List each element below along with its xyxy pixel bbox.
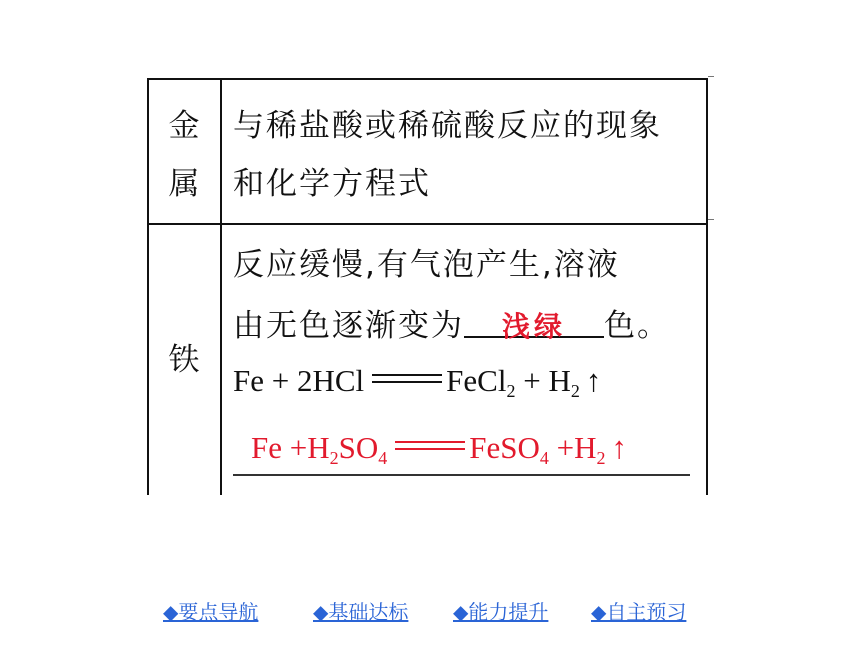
gas-arrow-icon: ↑	[585, 363, 602, 398]
eq1-right-b: + H	[515, 363, 571, 398]
phenomenon-suffix: 色。	[604, 308, 670, 344]
nav-link-basic-standard[interactable]: ◆基础达标	[313, 600, 409, 624]
edge-tick-mark	[708, 76, 714, 77]
eq2-sub3: 4	[539, 448, 549, 468]
header-reaction-line-2: 和化学方程式	[233, 166, 431, 202]
answer-underline	[233, 474, 690, 476]
nav-link-key-points[interactable]: ◆要点导航	[163, 600, 259, 624]
metal-iron: 铁	[168, 342, 202, 378]
eq2-sub1: 2	[329, 448, 339, 468]
eq2-part4: +H	[548, 430, 597, 465]
phenomenon-line-1: 反应缓慢,有气泡产生,溶液	[233, 247, 620, 283]
eq2-part2: SO	[338, 430, 379, 465]
reaction-table	[147, 78, 708, 495]
phenomenon-line-2	[233, 296, 670, 356]
eq1-left: Fe + 2HCl	[233, 363, 365, 398]
header-metal-char-1: 金	[168, 108, 202, 144]
equation-h2so4	[233, 430, 627, 469]
eq2-sub2: 4	[378, 448, 388, 468]
eq2-sub4: 2	[596, 448, 606, 468]
header-metal-char-2: 属	[168, 166, 202, 202]
eq2-part1: Fe +H	[251, 430, 330, 465]
eq2-part3: FeSO	[469, 430, 540, 465]
column-divider	[220, 80, 222, 495]
answer-blank	[464, 296, 604, 343]
eq1-sub-a: 2	[506, 381, 516, 401]
equation-hcl	[233, 363, 601, 402]
eq1-sub-b: 2	[570, 381, 580, 401]
nav-link-self-preview[interactable]: ◆自主预习	[591, 600, 687, 624]
bottom-navigation	[0, 596, 860, 626]
answer-text: 浅绿	[501, 310, 566, 343]
phenomenon-prefix: 由无色逐渐变为	[233, 308, 464, 344]
nav-link-ability-improve[interactable]: ◆能力提升	[453, 600, 549, 624]
gas-arrow-icon: ↑	[611, 430, 628, 465]
edge-tick-mark	[708, 219, 714, 220]
eq2-equals-sign	[395, 441, 465, 450]
row-divider	[149, 223, 706, 225]
header-reaction-line-1: 与稀盐酸或稀硫酸反应的现象	[233, 108, 662, 144]
eq1-right-a: FeCl	[446, 363, 507, 398]
eq1-equals-sign	[372, 374, 442, 383]
